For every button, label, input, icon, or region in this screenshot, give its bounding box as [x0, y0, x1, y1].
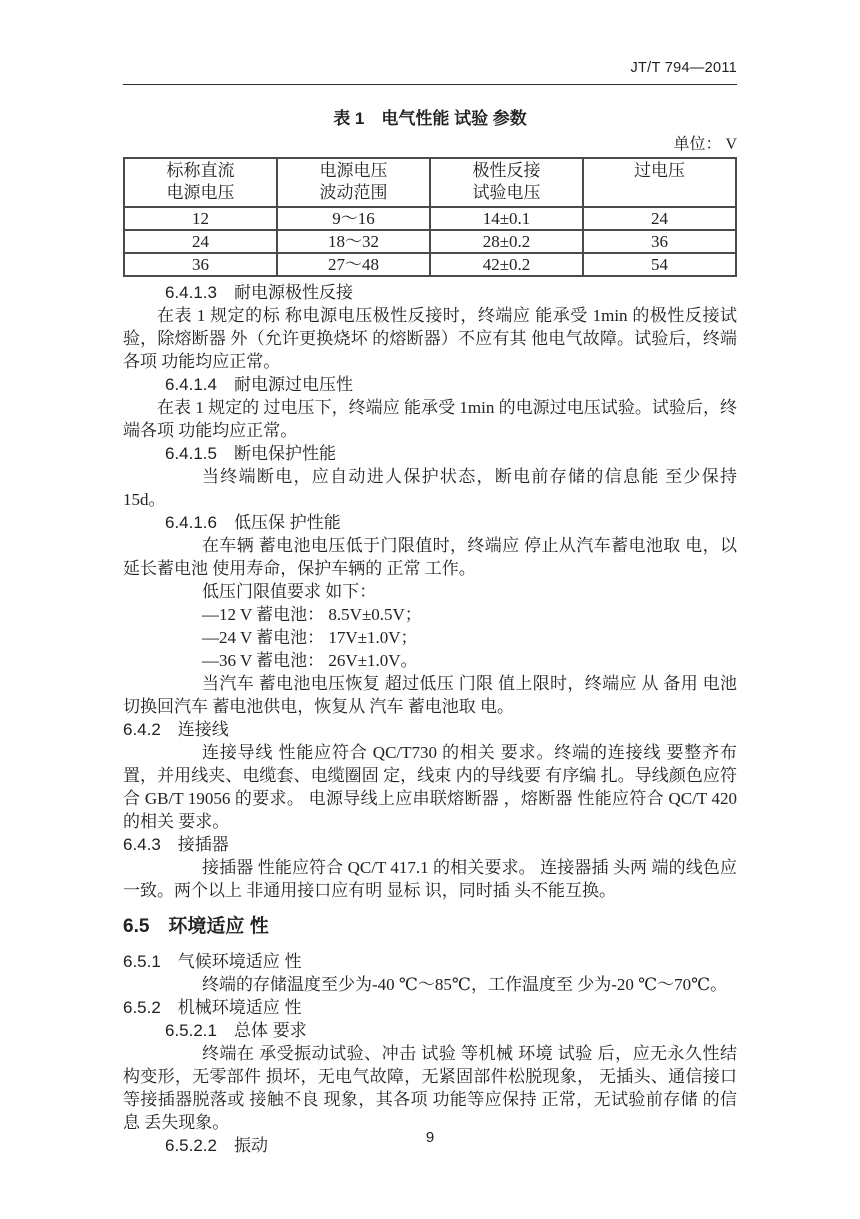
- para-6-4-1-6-c: 当汽车 蓄电池电压恢复 超过低压 门限 值上限时，终端应 从 备用 电池切换回汽车 蓄电池供电，恢复从 汽车 蓄电池取 电。: [123, 674, 737, 716]
- col-header-line: 电源电压: [166, 183, 235, 202]
- list-item-12v: —12 V 蓄电池： 8.5V±0.5V；: [202, 605, 422, 624]
- para-6-4-1-6-a: 在车辆 蓄电池电压低于门限值时，终端应 停止从汽车蓄电池取 电，以延长蓄电池 使用寿命，保护车辆的 正常 工作。: [123, 536, 737, 578]
- header-rule: [123, 84, 737, 85]
- page-content: [123, 0, 737, 1157]
- col-header-line: 电源电压: [319, 161, 388, 180]
- heading-6-4-1-5: 6.4.1.5 断电保护性能: [165, 444, 336, 463]
- electrical-parameters-table: [123, 157, 737, 277]
- table-cell: 18～32: [277, 230, 430, 253]
- heading-6-4-2: 6.4.2 连接线: [123, 720, 229, 739]
- list-item-24v: —24 V 蓄电池： 17V±1.0V；: [202, 628, 418, 647]
- table-row: [124, 253, 736, 276]
- table-row: [124, 207, 736, 230]
- heading-6-4-1-3: 6.4.1.3 耐电源极性反接: [165, 283, 353, 302]
- table-cell: 27～48: [277, 253, 430, 276]
- col-header-overvoltage: [583, 158, 736, 207]
- table-body: [124, 207, 736, 276]
- table-header-row: [124, 158, 736, 207]
- list-item-36v: —36 V 蓄电池： 26V±1.0V。: [202, 651, 418, 670]
- col-header-nominal-voltage: [124, 158, 277, 207]
- table-cell: 28±0.2: [430, 230, 583, 253]
- table-cell: 14±0.1: [430, 207, 583, 230]
- para-6-4-1-5: 当终端断电，应自动进人保护状态，断电前存储的信息能 至少保持 15d。: [123, 467, 737, 509]
- col-header-line: 标称直流: [166, 161, 235, 180]
- heading-6-5-2-1: 6.5.2.1 总体 要求: [165, 1021, 307, 1040]
- unit-label: 单位： V: [673, 136, 737, 153]
- col-header-voltage-range: [277, 158, 430, 207]
- col-header-line: 极性反接: [472, 161, 541, 180]
- col-header-line: 试验电压: [472, 183, 541, 202]
- col-header-reverse-polarity: [430, 158, 583, 207]
- para-6-4-1-6-b: 低压门限值要求 如下：: [202, 582, 377, 601]
- page-number: 9: [425, 1129, 435, 1146]
- table-caption: 表 1 电气性能 试验 参数: [333, 109, 527, 128]
- table-cell: 42±0.2: [430, 253, 583, 276]
- heading-6-5: 6.5 环境适应 性: [123, 916, 269, 937]
- col-header-line: 过电压: [634, 161, 685, 180]
- table-cell: 54: [583, 253, 736, 276]
- para-6-4-1-3: 在表 1 规定的标 称电源电压极性反接时，终端应 能承受 1min 的极性反接试验，除熔断器 外（允许更换烧坏 的熔断器）不应有其 他电气故障。试验后，终端各项 功能均应正常。: [123, 306, 737, 371]
- table-row: [124, 230, 736, 253]
- heading-6-5-2: 6.5.2 机械环境适应 性: [123, 998, 302, 1017]
- doc-number: JT/T 794—2011: [630, 60, 737, 76]
- para-6-4-1-4: 在表 1 规定的 过电压下，终端应 能承受 1min 的电源过电压试验。试验后，终端各项 功能均应正常。: [123, 398, 737, 440]
- table-header: [124, 158, 736, 207]
- para-6-4-2: 连接导线 性能应符合 QC/T730 的相关 要求。终端的连接线 要整齐布置，并用线夹、电缆套、电缆圈固 定，线束 内的导线要 有序编 扎。导线颜色应符合 GB/T 19056 的要求。 电源导线上应串联熔断器 ，熔断器 性能应符合 QC/T 420 的相关 要求。: [123, 743, 737, 831]
- heading-6-5-2-2: 6.5.2.2 振动: [165, 1136, 268, 1155]
- table-cell: 12: [124, 207, 277, 230]
- para-6-5-2-1: 终端在 承受振动试验、冲击 试验 等机械 环境 试验 后，应无永久性结构变形，无零部件 损坏，无电气故障，无紧固部件松脱现象， 无插头、通信接口等接插器脱落或 接触不良 现象，其各项 功能等应保持 正常，无试验前存储 的信息 丢失现象。: [123, 1044, 737, 1132]
- table-cell: 36: [583, 230, 736, 253]
- heading-6-5-1: 6.5.1 气候环境适应 性: [123, 952, 302, 971]
- heading-6-4-1-6: 6.4.1.6 低压保 护性能: [165, 513, 341, 532]
- table-cell: 9～16: [277, 207, 430, 230]
- col-header-line: 波动范围: [319, 183, 388, 202]
- para-6-4-3: 接插器 性能应符合 QC/T 417.1 的相关要求。 连接器插 头两 端的线色应一致。两个以上 非通用接口应有明 显标 识，同时插 头不能互换。: [123, 858, 737, 900]
- table-cell: 36: [124, 253, 277, 276]
- table-cell: 24: [583, 207, 736, 230]
- heading-6-4-1-4: 6.4.1.4 耐电源过电压性: [165, 375, 353, 394]
- table-cell: 24: [124, 230, 277, 253]
- para-6-5-1: 终端的存储温度至少为-40 ℃～85℃，工作温度至 少为-20 ℃～70℃。: [202, 975, 728, 994]
- heading-6-4-3: 6.4.3 接插器: [123, 835, 229, 854]
